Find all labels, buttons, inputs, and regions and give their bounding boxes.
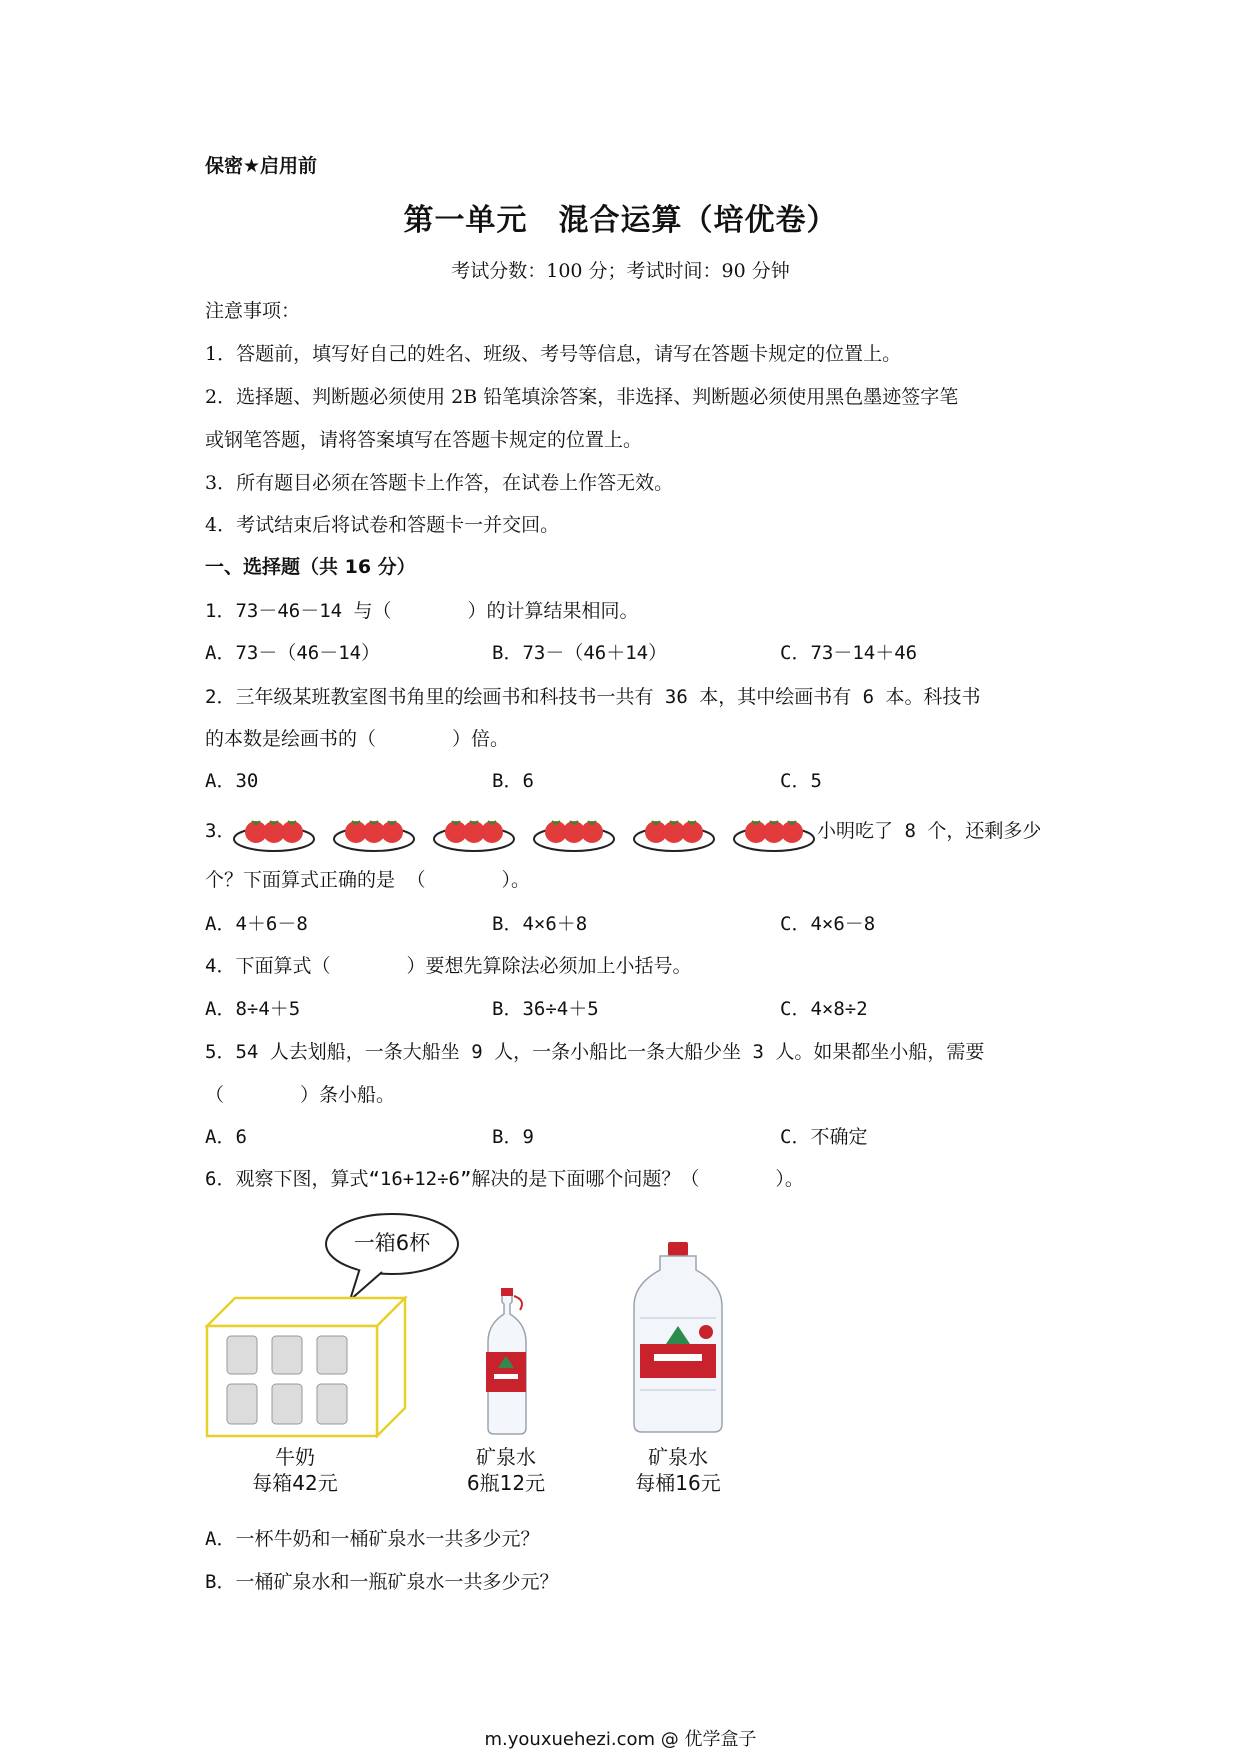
speech-bubble — [322, 1210, 462, 1302]
question-6-stem: 6．观察下图，算式“16+12÷6”解决的是下面哪个问题？（ ）。 — [205, 1168, 804, 1190]
milk-price: 每箱42元 — [252, 1471, 338, 1495]
question-2-stem-line2: 的本数是绘画书的（ ）倍。 — [205, 728, 510, 750]
question-4-option-c[interactable]: C．4×8÷2 — [780, 998, 868, 1020]
note-item: 或钢笔答题，请将答案填写在答题卡规定的位置上。 — [205, 429, 643, 451]
exam-info: 考试分数：100 分；考试时间：90 分钟 — [451, 260, 790, 282]
question-3-option-a[interactable]: A．4＋6－8 — [205, 913, 308, 935]
note-item: 3．所有题目必须在答题卡上作答，在试卷上作答无效。 — [205, 472, 674, 494]
question-5-option-c[interactable]: C．不确定 — [780, 1126, 868, 1148]
question-3-option-b[interactable]: B．4×6＋8 — [492, 913, 588, 935]
notes-heading: 注意事项： — [205, 300, 301, 322]
note-item: 4．考试结束后将试卷和答题卡一并交回。 — [205, 514, 560, 536]
question-6-option-b[interactable]: B．一桶矿泉水和一瓶矿泉水一共多少元？ — [205, 1571, 559, 1593]
question-3-stem-line2: 个？下面算式正确的是 （ ）。 — [205, 869, 530, 891]
page-title: 第一单元 混合运算（培优卷） — [403, 203, 838, 238]
water-bottle-image — [480, 1286, 532, 1436]
question-5-option-b[interactable]: B．9 — [492, 1126, 534, 1148]
tomato-plate-icon — [632, 808, 716, 854]
question-5-stem-line1: 5．54 人去划船，一条大船坐 9 人，一条小船比一条大船少坐 3 人。如果都坐小船，需要 — [205, 1041, 985, 1063]
tomato-plate-icon — [732, 808, 816, 854]
question-2-stem-line1: 2．三年级某班教室图书角里的绘画书和科技书一共有 36 本，其中绘画书有 6 本。科技书 — [205, 686, 981, 708]
question-1-option-a[interactable]: A．73－（46－14） — [205, 642, 381, 664]
water-bottle-name: 矿泉水 — [476, 1445, 536, 1469]
water-bottle-price: 6瓶12元 — [466, 1471, 546, 1495]
speech-bubble-text: 一箱6杯 — [353, 1231, 431, 1255]
question-1-stem: 1．73－46－14 与（ ）的计算结果相同。 — [205, 600, 639, 622]
note-item: 1．答题前，填写好自己的姓名、班级、考号等信息，请写在答题卡规定的位置上。 — [205, 343, 902, 365]
section-heading: 一、选择题（共 16 分） — [205, 556, 416, 578]
tomato-plate-icon — [232, 808, 316, 854]
question-1-option-b[interactable]: B．73－（46＋14） — [492, 642, 668, 664]
question-4-option-b[interactable]: B．36÷4＋5 — [492, 998, 599, 1020]
question-5-option-a[interactable]: A．6 — [205, 1126, 247, 1148]
tomato-plate-icon — [432, 808, 516, 854]
question-4-option-a[interactable]: A．8÷4＋5 — [205, 998, 301, 1020]
water-bucket-image — [630, 1240, 726, 1436]
question-2-option-b[interactable]: B．6 — [492, 770, 534, 792]
milk-name: 牛奶 — [275, 1445, 315, 1469]
question-6-option-a[interactable]: A．一杯牛奶和一桶矿泉水一共多少元？ — [205, 1528, 540, 1550]
question-2-option-a[interactable]: A．30 — [205, 770, 259, 792]
question-5-stem-line2: （ ）条小船。 — [205, 1084, 396, 1106]
tomato-plate-icon — [532, 808, 616, 854]
question-1-option-c[interactable]: C．73－14＋46 — [780, 642, 918, 664]
question-3-stem-line1: 小明吃了 8 个，还剩多少 — [817, 820, 1042, 842]
question-4-stem: 4．下面算式（ ）要想先算除法必须加上小括号。 — [205, 955, 692, 977]
question-3-option-c[interactable]: C．4×6－8 — [780, 913, 876, 935]
note-item: 2．选择题、判断题必须使用 2B 铅笔填涂答案，非选择、判断题必须使用黑色墨迹签字笔 — [205, 386, 959, 408]
question-3-number: 3． — [205, 820, 236, 842]
confidential-label: 保密★启用前 — [205, 155, 318, 177]
footer-watermark: m.youxuehezi.com @ 优学盒子 — [484, 1729, 757, 1750]
milk-box-image — [205, 1296, 411, 1438]
question-2-option-c[interactable]: C．5 — [780, 770, 822, 792]
water-bucket-price: 每桶16元 — [635, 1471, 721, 1495]
water-bucket-name: 矿泉水 — [648, 1445, 708, 1469]
tomato-plate-icon — [332, 808, 416, 854]
